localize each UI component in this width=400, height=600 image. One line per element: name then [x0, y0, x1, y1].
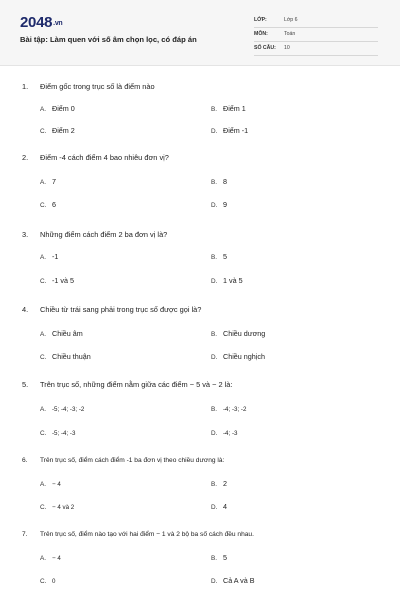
meta-value: Toán — [284, 31, 296, 37]
option-letter: A. — [40, 406, 47, 413]
option-letter: C. — [40, 202, 47, 209]
option-5d[interactable] — [211, 428, 237, 437]
option-text: − 4 — [52, 481, 61, 488]
question-text: Trên trục số, điểm nào tạo với hai điểm − 1 và 2 bộ ba số cách đều nhau. — [40, 531, 254, 538]
question-text: Điểm gốc trong trục số là điểm nào — [40, 82, 155, 91]
option-text: Điểm 1 — [223, 104, 246, 113]
option-1c[interactable] — [40, 126, 75, 135]
option-letter: D. — [211, 578, 218, 585]
meta-subject-row — [254, 30, 378, 42]
option-text: 2 — [223, 479, 227, 488]
question-6 — [22, 457, 224, 464]
option-5c[interactable] — [40, 428, 75, 437]
logo-suffix: .vn — [53, 20, 63, 27]
meta-value: Lớp 6 — [284, 17, 298, 23]
option-text: 5 — [223, 553, 227, 562]
option-text: 1 và 5 — [223, 276, 243, 285]
question-number: 6. — [22, 457, 28, 464]
option-2d[interactable] — [211, 200, 227, 209]
meta-label: LỚP: — [254, 17, 267, 23]
option-letter: A. — [40, 179, 47, 186]
option-4c[interactable] — [40, 352, 91, 361]
question-number: 1. — [22, 82, 29, 91]
option-letter: C. — [40, 430, 47, 437]
option-letter: B. — [211, 406, 218, 413]
option-letter: A. — [40, 331, 47, 338]
option-letter: B. — [211, 555, 218, 562]
question-7 — [22, 531, 254, 538]
question-text: Trên trục số, những điểm nằm giữa các điểm − 5 và − 2 là: — [40, 380, 233, 389]
meta-value: 10 — [284, 45, 290, 51]
option-3c[interactable] — [40, 276, 74, 285]
option-text: 4 — [223, 502, 227, 511]
option-text: -4; -3 — [223, 430, 238, 437]
question-2 — [22, 153, 169, 162]
question-4 — [22, 305, 201, 314]
option-4b[interactable] — [211, 329, 265, 338]
meta-class-row — [254, 16, 378, 28]
option-text: 8 — [223, 177, 227, 186]
option-6a[interactable] — [40, 479, 61, 488]
option-text: Chiều dương — [223, 329, 266, 338]
option-2c[interactable] — [40, 200, 56, 209]
option-1b[interactable] — [211, 104, 246, 113]
question-text: Những điểm cách điểm 2 ba đơn vị là? — [40, 230, 168, 239]
option-text: 6 — [52, 200, 56, 209]
option-text: − 4 và 2 — [52, 504, 75, 511]
option-1a[interactable] — [40, 104, 75, 113]
logo-text: 2048 — [20, 14, 53, 31]
option-text: Điểm -1 — [223, 126, 249, 135]
option-text: − 4 — [52, 555, 61, 562]
option-letter: C. — [40, 278, 47, 285]
option-text: -4; -3; -2 — [223, 406, 247, 413]
option-letter: B. — [211, 254, 218, 261]
option-letter: D. — [211, 430, 218, 437]
question-3 — [22, 230, 167, 239]
option-3b[interactable] — [211, 252, 227, 261]
option-letter: B. — [211, 106, 218, 113]
meta-label: SỐ CÂU: — [254, 45, 276, 51]
meta-label: MÔN: — [254, 31, 268, 37]
option-letter: D. — [211, 278, 218, 285]
option-text: Chiều thuận — [52, 352, 91, 361]
option-3a[interactable] — [40, 252, 58, 261]
option-text: 7 — [52, 177, 56, 186]
question-number: 3. — [22, 230, 29, 239]
option-2a[interactable] — [40, 177, 56, 186]
option-text: Chiều nghịch — [223, 352, 265, 361]
option-4a[interactable] — [40, 329, 83, 338]
option-7a[interactable] — [40, 553, 61, 562]
option-text: 9 — [223, 200, 227, 209]
site-logo[interactable] — [20, 14, 62, 31]
meta-count-row — [254, 44, 378, 56]
question-5 — [22, 380, 232, 389]
option-letter: D. — [211, 128, 218, 135]
option-text: 0 — [52, 578, 56, 585]
option-text: Chiều âm — [52, 329, 83, 338]
option-letter: B. — [211, 331, 218, 338]
worksheet-header — [0, 0, 400, 66]
question-text: Trên trục số, điểm cách điểm -1 ba đơn vị theo chiều dương là: — [40, 457, 225, 464]
option-text: Điểm 2 — [52, 126, 75, 135]
option-5b[interactable] — [211, 404, 246, 413]
option-letter: B. — [211, 481, 218, 488]
option-2b[interactable] — [211, 177, 227, 186]
option-7d[interactable] — [211, 576, 255, 585]
option-1d[interactable] — [211, 126, 248, 135]
option-letter: B. — [211, 179, 218, 186]
option-3d[interactable] — [211, 276, 243, 285]
question-number: 7. — [22, 531, 28, 538]
option-letter: C. — [40, 504, 47, 511]
option-letter: D. — [211, 354, 218, 361]
option-7c[interactable] — [40, 576, 55, 585]
question-text: Điểm -4 cách điểm 4 bao nhiêu đơn vị? — [40, 153, 169, 162]
question-number: 2. — [22, 153, 29, 162]
option-letter: D. — [211, 202, 218, 209]
option-letter: A. — [40, 106, 47, 113]
option-text: -1 — [52, 252, 59, 261]
question-number: 5. — [22, 380, 29, 389]
option-text: 5 — [223, 252, 227, 261]
option-letter: C. — [40, 354, 47, 361]
question-text: Chiều từ trái sang phải trong trục số được gọi là? — [40, 305, 202, 314]
option-text: -5; -4; -3; -2 — [52, 406, 85, 413]
option-text: -1 và 5 — [52, 276, 74, 285]
option-6d[interactable] — [211, 502, 227, 511]
option-7b[interactable] — [211, 553, 227, 562]
option-letter: A. — [40, 555, 47, 562]
option-4d[interactable] — [211, 352, 265, 361]
question-number: 4. — [22, 305, 29, 314]
option-5a[interactable] — [40, 404, 84, 413]
option-6c[interactable] — [40, 502, 74, 511]
option-text: Điểm 0 — [52, 104, 75, 113]
question-1 — [22, 82, 155, 91]
option-6b[interactable] — [211, 479, 227, 488]
option-letter: A. — [40, 481, 47, 488]
option-letter: A. — [40, 254, 47, 261]
option-text: -5; -4; -3 — [52, 430, 76, 437]
option-letter: C. — [40, 578, 47, 585]
worksheet-title: Bài tập: Làm quen với số âm chọn lọc, có đáp án — [20, 35, 197, 44]
option-text: Cả A và B — [223, 576, 255, 585]
option-letter: D. — [211, 504, 218, 511]
option-letter: C. — [40, 128, 47, 135]
